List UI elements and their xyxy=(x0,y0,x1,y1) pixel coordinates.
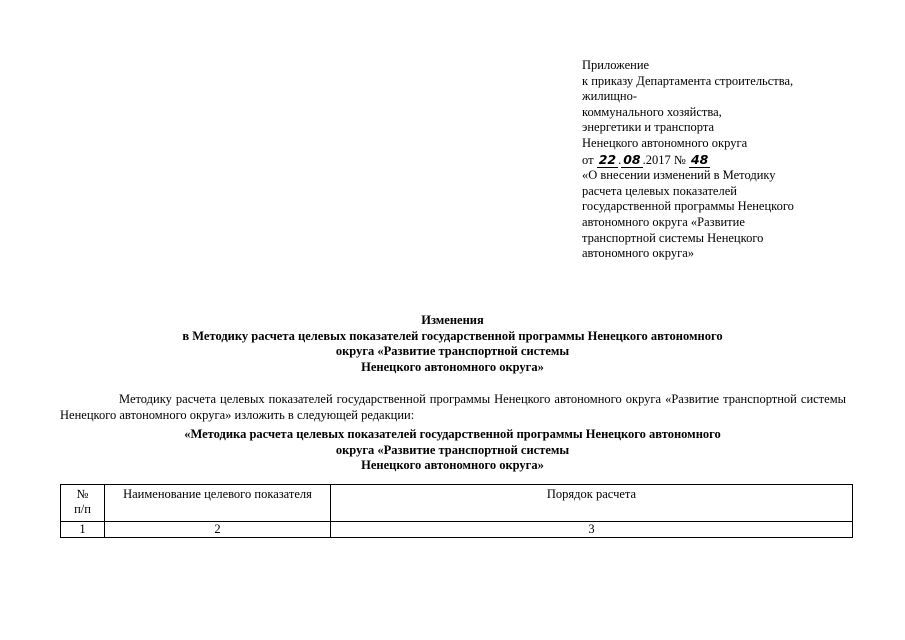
appendix-line: жилищно- xyxy=(582,89,637,104)
column-number-cell: 2 xyxy=(105,522,331,538)
indicators-table xyxy=(60,484,853,538)
column-number-cell: 3 xyxy=(331,522,853,538)
title-line: округа «Развитие транспортной системы xyxy=(335,344,570,359)
appendix-line: к приказу Департамента строительства, xyxy=(582,73,794,88)
header-cell-number xyxy=(61,485,105,522)
header-cell-indicator: Наименование целевого показателя xyxy=(105,485,331,522)
header-number-sign: № xyxy=(76,487,89,501)
subtitle-line: «Методика расчета целевых показателей государственной программы Ненецкого автономного xyxy=(184,427,721,441)
title-line: в Методику расчета целевых показателей государственной программы Ненецкого автономного xyxy=(182,328,723,343)
appendix-block xyxy=(582,58,794,262)
header-cell-calculation: Порядок расчета xyxy=(331,485,853,522)
methodology-title xyxy=(0,427,905,474)
appendix-line: Ненецкого автономного округа xyxy=(582,135,748,150)
subtitle-line: Ненецкого автономного округа» xyxy=(361,458,544,473)
date-year: .2017 № xyxy=(642,152,686,167)
order-date-line: от 22 . 08 .2017 № 48 xyxy=(582,151,709,167)
table-header-row xyxy=(61,485,853,522)
appendix-line: Приложение xyxy=(582,58,650,72)
handwritten-month: 08 xyxy=(623,151,641,167)
handwritten-day: 22 xyxy=(598,151,617,167)
table-row xyxy=(61,522,853,538)
appendix-line: энергетики и транспорта xyxy=(582,120,715,135)
order-title-line: автономного округа «Развитие xyxy=(582,214,745,229)
order-title-line: «О внесении изменений в Методику xyxy=(582,168,776,183)
handwritten-order-number: 48 xyxy=(690,151,709,167)
order-title-line: автономного округа» xyxy=(582,246,695,261)
title-line: Изменения xyxy=(421,313,484,327)
order-title-line: расчета целевых показателей xyxy=(582,183,737,198)
document-title xyxy=(0,313,905,375)
date-prefix: от xyxy=(582,152,594,167)
appendix-line: коммунального хозяйства, xyxy=(582,104,722,119)
order-title-line: транспортной системы Ненецкого xyxy=(582,230,764,245)
header-number-pp: п/п xyxy=(74,502,91,516)
subtitle-line: округа «Развитие транспортной системы xyxy=(335,442,570,457)
title-line: Ненецкого автономного округа» xyxy=(361,359,544,374)
column-number-cell: 1 xyxy=(61,522,105,538)
body-paragraph: Методику расчета целевых показателей государственной программы Ненецкого автономного округа «Развитие транспортной системы Ненецкого автономного округа» изложить в следующей редакции: xyxy=(60,392,846,422)
order-title-line: государственной программы Ненецкого xyxy=(582,199,794,214)
